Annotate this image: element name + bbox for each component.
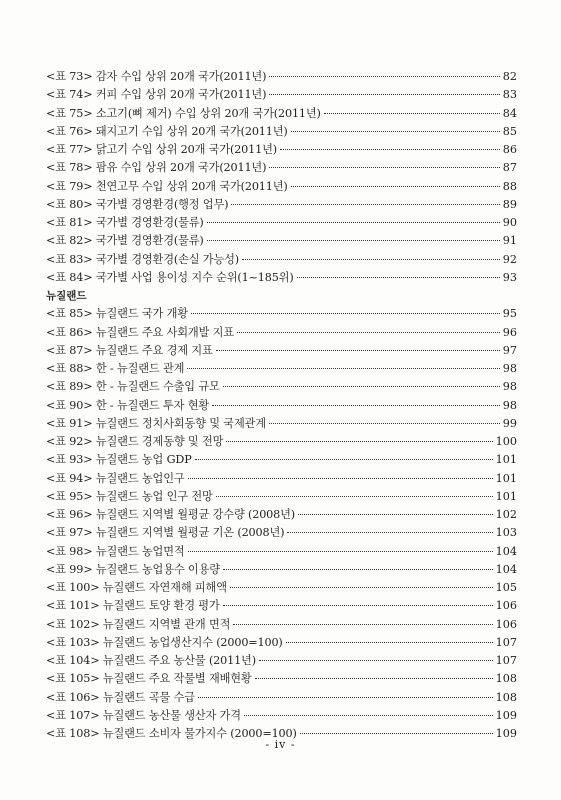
toc-entry-label: <표 94> 뉴질랜드 농업인구: [46, 471, 185, 485]
toc-entry[interactable]: [46, 652, 517, 670]
toc-entry-page-number: 109: [495, 708, 517, 722]
dot-leader: [223, 569, 493, 570]
dot-leader: [188, 478, 493, 479]
toc-entry-page-number: 101: [495, 471, 517, 485]
toc-entry[interactable]: [46, 415, 517, 433]
dot-leader: [280, 149, 500, 150]
page-number-footer: - iv -: [265, 738, 296, 751]
toc-entry-label: <표 79> 천연고무 수입 상위 20개 국가(2011년): [46, 179, 288, 193]
dot-leader: [269, 76, 499, 77]
dot-leader: [212, 405, 500, 406]
toc-entry-label: <표 96> 뉴질랜드 지역별 월평균 강수량 (2008년): [46, 508, 295, 521]
toc-entry[interactable]: [46, 707, 517, 725]
toc-entry-page-number: 89: [502, 197, 517, 211]
toc-entry[interactable]: [46, 543, 517, 561]
toc-entry-page-number: 98: [502, 362, 517, 375]
toc-entry-label: <표 83> 국가별 경영환경(손실 가능성): [46, 252, 239, 266]
toc-entry[interactable]: [46, 159, 517, 177]
toc-entry-page-number: 102: [495, 508, 517, 521]
toc-entry[interactable]: [46, 68, 517, 86]
toc-entry-page-number: 101: [495, 489, 517, 503]
dot-leader: [191, 313, 500, 314]
toc-entry-page-number: 88: [502, 179, 517, 193]
toc-entry-page-number: 83: [502, 88, 517, 102]
toc-entry[interactable]: [46, 524, 517, 542]
toc-entry-label: <표 75> 소고기(뼈 제거) 수입 상위 20개 국가(2011년): [46, 106, 321, 120]
dot-leader: [298, 514, 493, 515]
toc-entry[interactable]: [46, 670, 517, 688]
toc-entry[interactable]: [46, 86, 517, 104]
toc-entry[interactable]: [46, 451, 517, 469]
dot-leader: [223, 605, 493, 606]
dot-leader: [269, 423, 500, 424]
dot-leader: [216, 350, 500, 351]
toc-entry[interactable]: [46, 342, 517, 360]
dot-leader: [233, 624, 492, 625]
toc-entry-label: <표 86> 뉴질랜드 주요 사회개발 지표: [46, 325, 234, 339]
toc-entry-label: <표 97> 뉴질랜드 지역별 월평균 기온 (2008년): [46, 526, 285, 540]
toc-entry-label: <표 107> 뉴질랜드 농산물 생산자 가격: [46, 708, 241, 722]
toc-entry[interactable]: [46, 269, 517, 287]
toc-entry-label: <표 85> 뉴질랜드 국가 개황: [46, 307, 188, 321]
toc-entry-page-number: 95: [502, 307, 517, 321]
toc-entry-page-number: 93: [502, 270, 517, 284]
toc-entry[interactable]: [46, 616, 517, 634]
dot-leader: [244, 715, 493, 716]
toc-entry-page-number: 92: [502, 252, 517, 266]
toc-entry-label: <표 106> 뉴질랜드 곡물 수급: [46, 690, 195, 704]
toc-entry[interactable]: [46, 689, 517, 707]
dot-leader: [223, 386, 500, 387]
toc-entry-label: <표 84> 국가별 사업 용이성 지수 순위(1~185위): [46, 270, 294, 284]
toc-entry[interactable]: [46, 232, 517, 250]
toc-entry-label: <표 76> 돼지고기 수입 상위 20개 국가(2011년): [46, 124, 288, 138]
toc-entry[interactable]: [46, 305, 517, 323]
toc-entry-page-number: 104: [495, 544, 517, 558]
dot-leader: [231, 204, 499, 205]
toc-entry-label: <표 91> 뉴질랜드 정치사회동향 및 국제관계: [46, 416, 266, 430]
toc-entry[interactable]: [46, 488, 517, 506]
toc-entry-label: <표 82> 국가별 경영환경(물류): [46, 234, 204, 248]
toc-entry-label: <표 89> 한 - 뉴질랜드 수출입 규모: [46, 380, 220, 394]
toc-entry[interactable]: [46, 433, 517, 451]
toc-entry-label: <표 98> 뉴질랜드 농업면적: [46, 544, 185, 558]
toc-entry[interactable]: [46, 123, 517, 141]
toc-entry[interactable]: [46, 634, 517, 652]
toc-entry-label: <표 80> 국가별 경영환경(행정 업무): [46, 197, 229, 211]
toc-entry-page-number: 106: [495, 599, 517, 613]
dot-leader: [207, 240, 500, 241]
dot-leader: [188, 551, 493, 552]
toc-entry-label: <표 104> 뉴질랜드 주요 농산물 (2011년): [46, 654, 256, 667]
toc-entry-page-number: 107: [495, 654, 517, 667]
dot-leader: [216, 496, 493, 497]
toc-entry-page-number: 82: [502, 70, 517, 83]
toc-entry-page-number: 108: [495, 672, 517, 686]
toc-entry-page-number: 104: [495, 562, 517, 576]
toc-entry-label: <표 101> 뉴질랜드 토양 환경 평가: [46, 599, 220, 613]
toc-entry-label: <표 77> 닭고기 수입 상위 20개 국가(2011년): [46, 143, 277, 156]
dot-leader: [237, 332, 500, 333]
dot-leader: [269, 94, 499, 95]
dot-leader: [269, 167, 499, 168]
toc-entry[interactable]: [46, 141, 517, 159]
toc-entry[interactable]: [46, 251, 517, 269]
toc-entry-label: <표 93> 뉴질랜드 농업 GDP: [46, 453, 192, 467]
dot-leader: [230, 587, 493, 588]
dot-leader: [255, 678, 493, 679]
dot-leader: [291, 131, 500, 132]
dot-leader: [324, 113, 500, 114]
toc-entry-label: <표 100> 뉴질랜드 자연재해 피해액: [46, 581, 227, 594]
toc-entry-label: <표 81> 국가별 경영환경(물류): [46, 216, 204, 229]
toc-entry[interactable]: [46, 324, 517, 342]
dot-leader: [242, 259, 500, 260]
toc-entry-label: <표 90> 한 - 뉴질랜드 투자 현황: [46, 398, 210, 412]
toc-entry-label: <표 99> 뉴질랜드 농업용수 이용량: [46, 562, 220, 576]
dot-leader: [187, 368, 499, 369]
toc-entry[interactable]: [46, 214, 517, 232]
toc-entry[interactable]: [46, 378, 517, 396]
section-title-new-zealand: 뉴질랜드: [46, 290, 87, 302]
toc-entry-page-number: 108: [495, 690, 517, 704]
toc-entry-page-number: 85: [502, 124, 517, 138]
toc-entry-label: <표 103> 뉴질랜드 농업생산지수 (2000=100): [46, 635, 283, 649]
toc-entry-label: <표 102> 뉴질랜드 지역별 관개 면적: [46, 617, 231, 631]
toc-entry-label: <표 74> 커피 수입 상위 20개 국가(2011년): [46, 88, 267, 102]
toc-entry-label: <표 73> 감자 수입 상위 20개 국가(2011년): [46, 70, 267, 83]
dot-leader: [195, 459, 493, 460]
toc-entry-page-number: 86: [502, 143, 517, 156]
toc-entry-page-number: 99: [502, 416, 517, 430]
toc-entry-page-number: 103: [495, 526, 517, 540]
toc-group-new-zealand: [46, 305, 517, 743]
toc-entry-label: <표 78> 팜유 수입 상위 20개 국가(2011년): [46, 161, 267, 175]
dot-leader: [198, 697, 493, 698]
toc-entry[interactable]: [46, 196, 517, 214]
dot-leader: [291, 186, 500, 187]
toc-entry-page-number: 84: [502, 106, 517, 120]
toc-entry[interactable]: [46, 506, 517, 524]
toc-entry[interactable]: [46, 178, 517, 196]
toc-group-general: [46, 68, 517, 287]
toc-entry-label: <표 95> 뉴질랜드 농업 인구 전망: [46, 489, 213, 503]
toc-entry-page-number: 98: [502, 380, 517, 394]
toc-entry[interactable]: [46, 105, 517, 123]
toc-entry[interactable]: [46, 579, 517, 597]
toc-entry-page-number: 109: [495, 727, 517, 740]
toc-entry-page-number: 106: [495, 617, 517, 631]
dot-leader: [297, 277, 500, 278]
toc-entry-label: <표 92> 뉴질랜드 경제동향 및 전망: [46, 435, 224, 448]
table-of-contents: [46, 68, 517, 743]
toc-entry-label: <표 105> 뉴질랜드 주요 작물별 재배현황: [46, 672, 252, 686]
toc-entry-page-number: 91: [502, 234, 517, 248]
dot-leader: [259, 660, 493, 661]
toc-entry-page-number: 97: [502, 343, 517, 357]
toc-entry-page-number: 87: [502, 161, 517, 175]
toc-entry[interactable]: [46, 397, 517, 415]
toc-entry-page-number: 105: [495, 581, 517, 594]
toc-entry[interactable]: [46, 561, 517, 579]
dot-leader: [207, 222, 500, 223]
toc-entry-page-number: 101: [495, 453, 517, 467]
toc-entry[interactable]: [46, 597, 517, 615]
toc-entry[interactable]: [46, 360, 517, 378]
toc-entry-page-number: 98: [502, 398, 517, 412]
toc-entry-page-number: 107: [495, 635, 517, 649]
toc-entry-label: <표 87> 뉴질랜드 주요 경제 지표: [46, 343, 213, 357]
toc-entry[interactable]: [46, 470, 517, 488]
toc-entry-page-number: 90: [502, 216, 517, 229]
dot-leader: [300, 733, 493, 734]
dot-leader: [286, 642, 493, 643]
toc-entry-label: <표 108> 뉴질랜드 소비자 물가지수 (2000=100): [46, 727, 297, 740]
toc-entry-label: <표 88> 한 - 뉴질랜드 관계: [46, 362, 185, 375]
toc-entry-page-number: 100: [495, 435, 517, 448]
toc-entry-page-number: 96: [502, 325, 517, 339]
dot-leader: [287, 532, 492, 533]
dot-leader: [226, 441, 492, 442]
